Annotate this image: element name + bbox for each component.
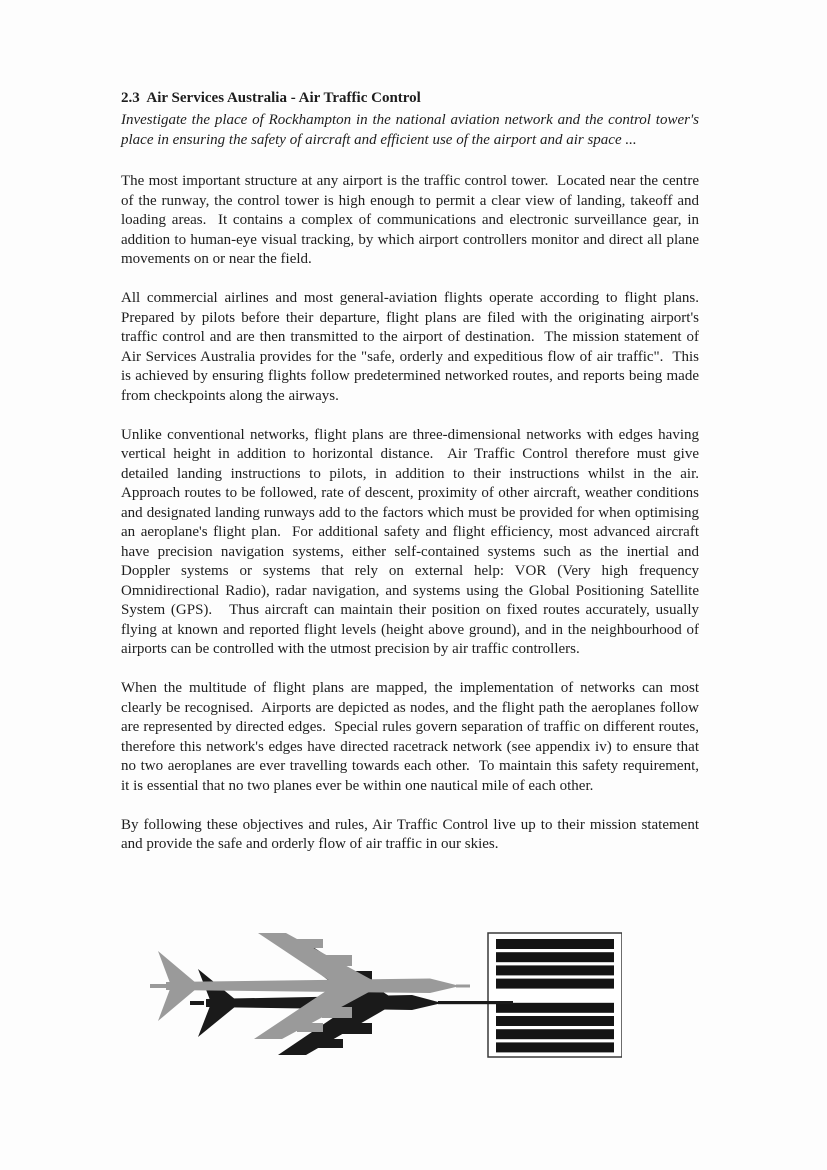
runway-stripe [496, 979, 614, 989]
paragraph-3d-networks: Unlike conventional networks, flight plans are three-dimensional networks with edges having vertical height in addition to horizontal distance. Air Traffic Control therefore must give detailed landing instructions to pilots, in addition to their instructions whilst in the air. Approach routes to be followed, rate of descent, proximity of other aircraft, weather conditions and designated landing runways add to the factors which must be provided for when optimising an aeroplane's flight plan. For additional safety and flight efficiency, most advanced aircraft have precision navigation systems, either self-contained systems such as the inertial and Doppler systems or systems that rely on external help: VOR (Very high frequency Omnidirectional Radio), radar navigation, and systems using the Global Positioning Satellite System (GPS). Thus aircraft can maintain their position on fixed routes accurately, usually flying at known and reported flight levels (height above ground), and in the neighbourhood of airports can be controlled with the utmost precision by air traffic controllers. [121, 426, 707, 657]
runway-stripe [496, 965, 614, 975]
gray-jet-pod [297, 939, 323, 948]
paragraph-flight-plans: All commercial airlines and most general-aviation flights operate according to flight plans. Prepared by pilots before their departure, flight plans are filed with the originating airport's traffic control and are then transmitted to the airport of destination. The mission statement of Air Services Australia provides for the "safe, orderly and expeditious flow of air traffic". This is achieved by ensuring flights follow predetermined networked routes, and reports being made from checkpoints along the airways. [121, 290, 707, 404]
paragraph-control-tower: The most important structure at any airport is the traffic control tower. Located near the centre of the runway, the control tower is high enough to permit a clear view of landing, takeoff and loading areas. It contains a complex of communications and electronic surveillance gear, in addition to human-eye visual tracking, by which airport controllers monitor and direct all plane movements on or near the field. [121, 173, 703, 267]
gray-jet-fletch-upper [158, 951, 196, 983]
gray-jet-nose-line [456, 985, 470, 988]
gray-jet-icon [150, 933, 470, 1039]
black-jet-pod [342, 1023, 372, 1034]
text-column [121, 88, 707, 874]
black-jet-fletch-lower [198, 1006, 236, 1037]
runway-stripe [496, 939, 614, 949]
jets-figure-svg [150, 931, 622, 1063]
section-subtitle: Investigate the place of Rockhampton in the national aviation network and the control tower's place in ensuring the safety of aircraft and efficient use of the airport and air space ... [121, 112, 703, 148]
paragraph-mapped-networks: When the multitude of flight plans are mapped, the implementation of networks can most clearly be recognised. Airports are depicted as nodes, and the flight path the aeroplanes follow are represented by directed edges. Special rules govern separation of traffic on different routes, therefore this network's edges have directed racetrack network (see appendix iv) to ensure that no two aeroplanes are ever travelling towards each other. To maintain this safety requirement, it is essential that no two planes ever be within one nautical mile of each other. [121, 680, 703, 794]
runway-stripe [496, 952, 614, 962]
striped-block-icon [488, 933, 622, 1057]
gray-jet-tail-probe [150, 984, 166, 988]
runway-stripe [496, 1029, 614, 1039]
runway-stripe [496, 1016, 614, 1026]
paragraph-mission: By following these objectives and rules, Air Traffic Control live up to their mission statement and provide the safe and orderly flow of air traffic in our skies. [121, 816, 703, 852]
gray-jet-pod [322, 955, 352, 966]
black-jet-nose-line [438, 1001, 513, 1004]
gray-jet-pod [297, 1023, 323, 1032]
gray-jet-pod [322, 1007, 352, 1018]
section-heading: 2.3 Air Services Australia - Air Traffic Control [121, 90, 421, 106]
runway-stripe [496, 1003, 614, 1013]
jets-figure [150, 931, 622, 1063]
black-jet-pod [317, 1039, 343, 1048]
runway-stripe [496, 1042, 614, 1052]
black-jet-tail-probe [190, 1001, 204, 1005]
